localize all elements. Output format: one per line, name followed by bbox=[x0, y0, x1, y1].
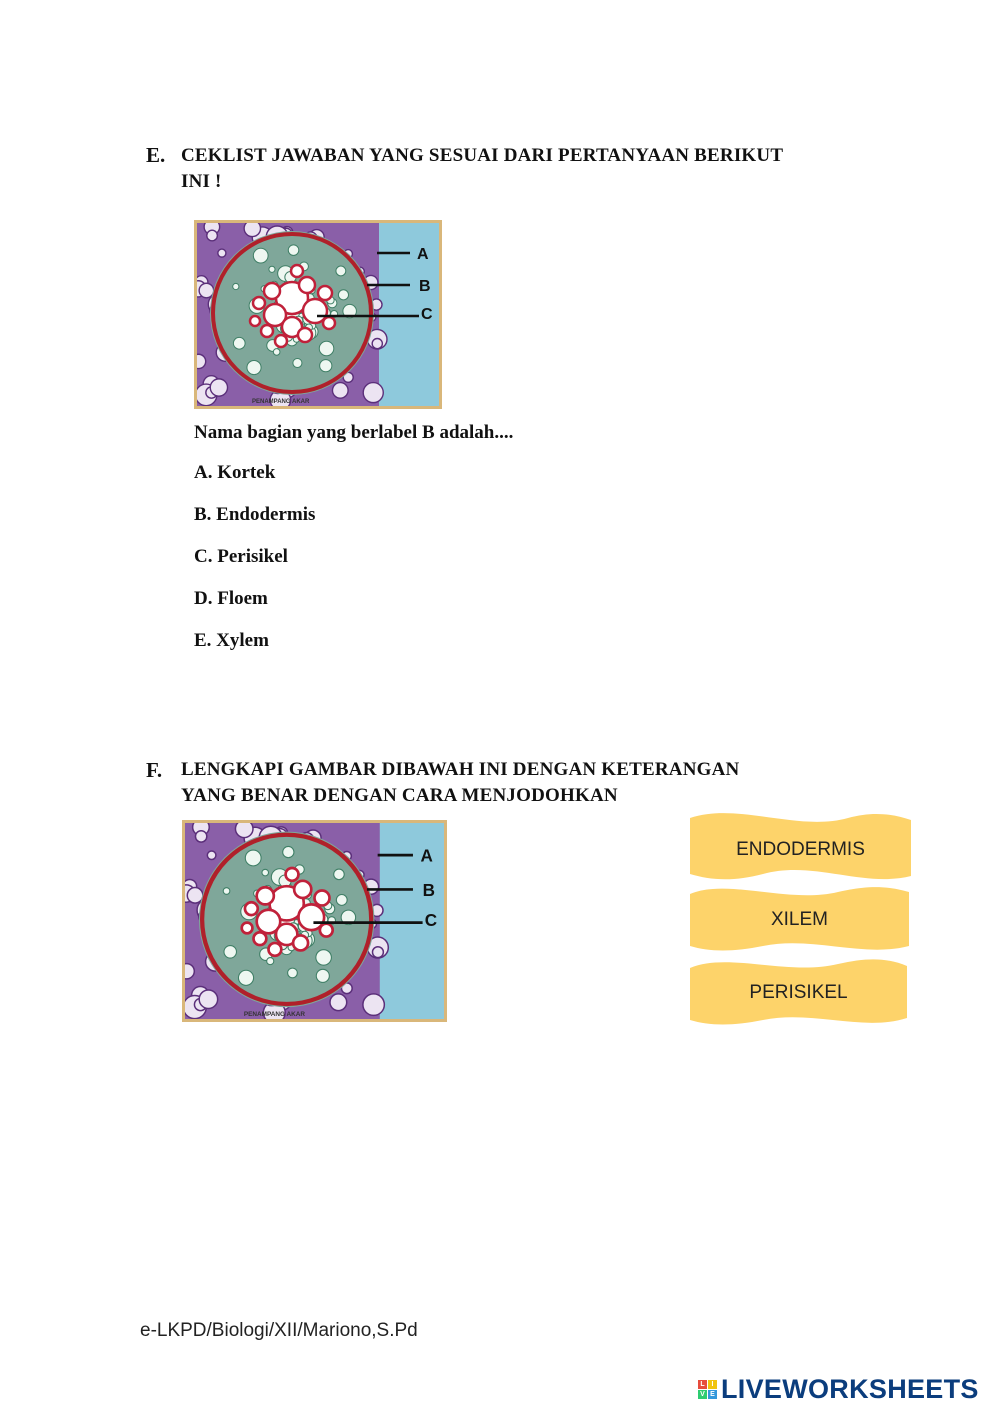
cell-shape bbox=[197, 354, 206, 368]
figure2-label-c: C bbox=[424, 909, 438, 930]
option-d[interactable]: D. Floem bbox=[194, 588, 268, 609]
cell-shape bbox=[319, 341, 334, 356]
cell-shape bbox=[199, 990, 217, 1008]
logo-letter: I bbox=[708, 1380, 717, 1389]
cell-shape bbox=[288, 968, 298, 978]
xylem-vessel-shape bbox=[298, 328, 312, 342]
cell-shape bbox=[223, 888, 230, 895]
cell-shape bbox=[199, 283, 214, 298]
question-text: Nama bagian yang berlabel B adalah.... bbox=[194, 422, 514, 443]
liveworksheets-brand bbox=[698, 1374, 979, 1405]
xylem-vessel-shape bbox=[257, 887, 274, 904]
cell-shape bbox=[218, 249, 226, 257]
cell-shape bbox=[363, 383, 383, 403]
section-e-title-line2: INI ! bbox=[181, 171, 222, 192]
cell-shape bbox=[207, 230, 218, 241]
footer-credit: e-LKPD/Biologi/XII/Mariono,S.Pd bbox=[140, 1320, 418, 1341]
cell-shape bbox=[262, 869, 269, 876]
cell-shape bbox=[330, 994, 347, 1011]
option-b[interactable]: B. Endodermis bbox=[194, 504, 316, 525]
cell-shape bbox=[247, 360, 261, 374]
cell-shape bbox=[238, 970, 253, 985]
figure-caption: PENAMPANG AKAR bbox=[252, 399, 310, 405]
option-a[interactable]: A. Kortek bbox=[194, 462, 276, 483]
cell-shape bbox=[273, 349, 280, 356]
cell-shape bbox=[253, 248, 268, 263]
cell-shape bbox=[195, 831, 206, 842]
xylem-vessel-shape bbox=[315, 890, 330, 905]
section-f-letter: F. bbox=[146, 758, 163, 782]
root-cross-section-image-2 bbox=[182, 820, 447, 1022]
cell-shape bbox=[233, 337, 245, 349]
cell-shape bbox=[233, 283, 239, 289]
figure2-label-b: B bbox=[422, 879, 435, 900]
logo-letter: E bbox=[708, 1390, 717, 1399]
xylem-vessel-shape bbox=[245, 902, 258, 915]
logo-letter: V bbox=[698, 1390, 707, 1399]
option-e[interactable]: E. Xylem bbox=[194, 630, 269, 651]
cell-shape bbox=[372, 947, 383, 958]
cell-shape bbox=[224, 946, 237, 959]
xylem-vessel-shape bbox=[294, 881, 311, 898]
xylem-vessel-shape bbox=[286, 868, 299, 881]
figure-label-a: A bbox=[417, 246, 429, 263]
xylem-vessel-shape bbox=[320, 924, 333, 937]
cell-shape bbox=[245, 850, 261, 866]
cell-shape bbox=[316, 969, 329, 982]
option-c[interactable]: C. Perisikel bbox=[194, 546, 288, 567]
match-card-xilem[interactable] bbox=[688, 882, 911, 956]
xylem-vessel-shape bbox=[318, 286, 332, 300]
cell-shape bbox=[269, 266, 275, 272]
figure2-label-a: A bbox=[420, 845, 433, 866]
cell-shape bbox=[372, 338, 382, 348]
cell-shape bbox=[207, 851, 216, 860]
cell-shape bbox=[210, 379, 227, 396]
cell-shape bbox=[320, 360, 332, 372]
cell-shape bbox=[235, 823, 253, 838]
xylem-vessel-shape bbox=[299, 277, 315, 293]
section-e-title-line1: CEKLIST JAWABAN YANG SESUAI DARI PERTANYAAN BERIKUT bbox=[181, 145, 784, 166]
cell-shape bbox=[185, 964, 194, 979]
cell-shape bbox=[363, 994, 384, 1015]
section-f-title bbox=[181, 757, 739, 809]
figure-label-c: C bbox=[421, 306, 433, 323]
liveworksheets-wordmark: LIVEWORKSHEETS bbox=[721, 1374, 979, 1404]
match-card-perisikel[interactable] bbox=[688, 954, 909, 1030]
cell-shape bbox=[293, 358, 302, 367]
cell-shape bbox=[316, 950, 332, 966]
cell-shape bbox=[338, 290, 348, 300]
cell-shape bbox=[187, 888, 203, 904]
figure-label-b: B bbox=[419, 278, 431, 295]
cell-shape bbox=[267, 958, 274, 965]
root-cross-section-image bbox=[194, 220, 442, 409]
match-card-label: ENDODERMIS bbox=[736, 839, 865, 860]
figure2-caption: PENAMPANG AKAR bbox=[243, 1010, 306, 1018]
section-f-title-line2: YANG BENAR DENGAN CARA MENJODOHKAN bbox=[181, 785, 618, 806]
cell-shape bbox=[288, 245, 298, 255]
cell-shape bbox=[336, 895, 347, 906]
section-e-letter: E. bbox=[146, 143, 166, 167]
cell-shape bbox=[332, 383, 348, 399]
cell-shape bbox=[283, 846, 294, 857]
xylem-vessel-shape bbox=[291, 265, 303, 277]
cell-shape bbox=[334, 869, 345, 880]
xylem-vessel-shape bbox=[264, 283, 280, 299]
xylem-vessel-shape bbox=[253, 297, 265, 309]
xylem-vessel-shape bbox=[268, 943, 281, 956]
cell-shape bbox=[244, 223, 260, 237]
xylem-vessel-shape bbox=[293, 935, 308, 950]
cell-shape bbox=[336, 266, 346, 276]
xylem-vessel-shape bbox=[261, 325, 273, 337]
section-f-title-line1: LENGKAPI GAMBAR DIBAWAH INI DENGAN KETERANGAN bbox=[181, 759, 740, 780]
section-e-title bbox=[181, 143, 783, 195]
xylem-vessel-shape bbox=[323, 317, 335, 329]
logo-letter: L bbox=[698, 1380, 707, 1389]
match-card-endodermis[interactable] bbox=[688, 808, 913, 886]
xylem-vessel-shape bbox=[242, 923, 253, 934]
xylem-vessel-shape bbox=[275, 335, 287, 347]
xylem-vessel-shape bbox=[253, 932, 266, 945]
match-card-label: PERISIKEL bbox=[749, 982, 848, 1003]
match-card-label: XILEM bbox=[770, 909, 829, 930]
liveworksheets-logo-icon bbox=[698, 1380, 717, 1399]
xylem-vessel-shape bbox=[250, 316, 260, 326]
